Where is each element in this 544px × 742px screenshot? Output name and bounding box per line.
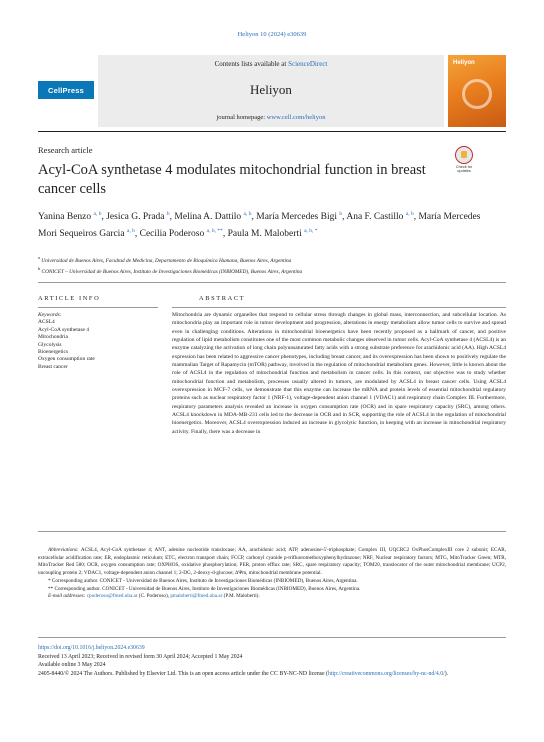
footnote-divider — [38, 531, 506, 532]
journal-masthead — [38, 55, 506, 127]
keyword: ACSL4 — [38, 319, 55, 326]
affiliation-label: b — [38, 265, 41, 271]
author-name: María Mercedes Mori Sequeiros Garcia — [38, 212, 481, 240]
header-divider — [38, 131, 506, 132]
author-separator: , — [222, 229, 228, 240]
author-separator: , — [342, 212, 347, 223]
email-owner: (C. Poderoso), — [137, 593, 171, 600]
author-separator: , — [413, 212, 419, 223]
journal-cover-image[interactable] — [448, 55, 506, 127]
author-separator: , — [251, 212, 257, 223]
contents-line — [98, 60, 444, 68]
homepage-link[interactable]: www.cell.com/heliyon — [266, 114, 326, 121]
abstract-heading: ABSTRACT — [199, 295, 246, 302]
author-affiliation-marker: a, b, * — [304, 228, 318, 235]
journal-citation[interactable]: Heliyon 10 (2024) e30639 — [237, 31, 307, 38]
email-link[interactable]: pmaloberti@fmed.uba.ar — [170, 593, 223, 600]
affiliation-text: CONICET – Universidad de Buenos Aires, Instituto de Investigaciones Biomédicas (INBIOMED), Buenos Aires, Argentina — [41, 268, 303, 275]
author-name: María Mercedes Bigi — [256, 212, 337, 223]
keyword: Bioenergetics — [38, 349, 69, 356]
author-affiliation-marker: a, b, ** — [206, 228, 223, 235]
article-type: Research article — [38, 145, 93, 155]
author-name: Cecilia Poderoso — [139, 229, 205, 240]
article-info-rule — [38, 307, 158, 308]
cover-art — [462, 79, 492, 109]
author-name: Melina A. Dattilo — [174, 212, 242, 223]
keyword: Mitochondria — [38, 334, 68, 341]
author[interactable] — [106, 212, 174, 222]
author-separator: , — [134, 229, 140, 240]
corresponding-author-1: * Corresponding author. CONICET - Universidad de Buenos Aires, Instituto de Investigaciones Biomédicas (INBIOMED), Buenos Aires, Argentina. — [48, 577, 358, 584]
sciencedirect-link[interactable]: ScienceDirect — [288, 60, 328, 68]
publication-info — [38, 644, 506, 679]
author-separator: , — [101, 212, 107, 223]
journal-name: Heliyon — [250, 82, 292, 97]
check-updates-icon — [455, 146, 473, 164]
author-name: Paula M. Maloberti — [227, 229, 302, 240]
author-name: Yanina Benzo — [38, 212, 92, 223]
author[interactable] — [140, 229, 228, 239]
author-name: Ana F. Castillo — [346, 212, 404, 223]
section-divider — [38, 282, 506, 283]
contents-prefix: Contents lists available at — [214, 60, 289, 68]
keyword: Acyl-CoA synthetase 4 — [38, 326, 90, 333]
author-list — [38, 207, 498, 241]
cellpress-logo[interactable] — [38, 81, 94, 99]
email-link[interactable]: cpoderoso@fmed.uba.ar — [86, 593, 138, 600]
check-for-updates-button[interactable] — [451, 146, 477, 176]
author-affiliation-marker: b — [166, 211, 170, 217]
affiliation-b — [38, 265, 498, 276]
article-info-heading: ARTICLE INFO — [38, 295, 101, 302]
keyword: Glycolysis — [38, 341, 62, 348]
abbreviations-text: ACSL4, Acyl-CoA synthetase 4; ANT, adenine nucleotide translocase; AA, arachidonic acid; ATP, adenosine-5'-triphosphate; Complex III, UQCRC2 OxPhosComplexIII core 2 subunit; ECAR, extracellular acidification rate; ER, endoplasmic reticulum; ETC, electron transport chain; FCCP, carbonyl cyanide p-trifluoromethoxyphenylhydrazone; NRF, Nuclear respiratory factors; MTG, MitoTracker Green; MTR, MitoTracker Red 580; OCR, oxygen consumption rate; OXPHOS, oxidative phosphorylation; PER, proton efflux rate; SRC, spare respiratory capacity; TOM20, translocator of the outer mitochondrial membrane; UCP2, uncoupling protein 2; VDAC1, voltage-dependent anion channel 1; 2-DG, 2-deoxy-d-glucose; ΔΨm, mitochondrial membrane potential. — [38, 547, 506, 577]
author[interactable] — [346, 212, 418, 222]
author-affiliation-marker: a, b — [126, 228, 135, 235]
email-addresses — [38, 593, 506, 601]
author-affiliation-marker: a, b — [243, 211, 252, 217]
corresponding-author-2: ** Corresponding author. CONICET - Universidad de Buenos Aires, Instituto de Investigaciones Biomédicas (INBIOMED), Buenos Aires, Argentina. — [48, 585, 361, 592]
affiliations — [38, 254, 498, 276]
keyword: Breast cancer — [38, 363, 68, 370]
doi-link[interactable]: https://doi.org/10.1016/j.heliyon.2024.e30639 — [38, 645, 145, 651]
abstract-rule — [172, 307, 506, 308]
abstract-text: Mitochondria are dynamic organelles that respond to cellular stress through changes in global mass, interconnection, and subcellular location. As mitochondria play an important role in tumor development and progression, alterations in energy metabolism allow tumor cells to survive and spread even in challenging conditions. Alterations in mitochondrial bioenergetics have been recently proposed as a hallmark of cancer, and positive regulation of lipid metabolism constitutes one of the most common metabolic changes observed in tumor cells. Acyl-CoA synthetase 4 (ACSL4) is an enzyme catalyzing the activation of long chain polyunsaturated fatty acids with a strong substrate preference for arachidonic acid (AA). High ACSL4 expression has been related to aggressive cancer phenotypes, including breast cancer, and its overexpression has been shown to positively regulate the mammalian Target of Rapamycin (mTOR) pathway, involved in the regulation of mitochondrial metabolism genes. However, little is known about the role of ACSL4 in the regulation of mitochondrial function and metabolism in cancer cells. In this context, our objective was to study whether mitochondrial function and metabolism, processes usually altered in tumors, are modulated by ACSL4 in breast cancer cells. Using ACSL4 overexpression in MCF-7 cells, we demonstrate that this enzyme can increase the mRNA and protein levels of essential mitochondrial regulatory proteins such as nuclear respiratory factor 1 (NRF-1), voltage-dependent anion channel 1 (VDAC1) and respiratory chain Complex III. Furthermore, respiratory parameters analysis revealed an increase in oxygen consumption rate (OCR) and in spare respiratory capacity (SRC), among others. ACSL4 knockdown in MDA-MB-231 cells led to the decrease in OCR and in SCR, supporting the role of ACSL4 in the regulation of mitochondrial bioenergetics. Moreover, ACSL4 overexpression induced an increase in glycolytic function, in keeping with an increase in mitochondrial respiratory activity. Finally, there was a decrease in — [172, 312, 506, 435]
keyword: Oxygen consumption rate — [38, 356, 95, 363]
article-title: Acyl-CoA synthetase 4 modulates mitochondrial function in breast cancer cells — [38, 162, 426, 197]
check-updates-label: Check for updates — [455, 165, 473, 174]
footnotes — [38, 547, 506, 601]
license-text: 2405-8440/© 2024 The Authors. Published by Elsevier Ltd. This is an open access article under the CC BY-NC-ND license ( — [38, 671, 328, 678]
author-name: Jesica G. Prada — [106, 212, 165, 223]
author[interactable] — [38, 212, 106, 222]
pubinfo-divider — [38, 637, 506, 638]
cellpress-logo-text: CellPress — [48, 85, 84, 95]
email-owner: (P.M. Maloberti). — [222, 593, 260, 600]
author-affiliation-marker: a, b — [405, 211, 414, 217]
author[interactable] — [174, 212, 256, 222]
affiliation-label: a — [38, 255, 40, 260]
cover-title: Heliyon — [453, 60, 475, 66]
received-dates: Received 13 April 2023; Received in revised form 30 April 2024; Accepted 1 May 2024 — [38, 653, 243, 660]
author-affiliation-marker: b — [339, 211, 343, 217]
keywords-block — [38, 312, 158, 371]
author[interactable] — [256, 212, 346, 222]
homepage-prefix: journal homepage: — [216, 114, 267, 121]
license-link[interactable]: http://creativecommons.org/licenses/by-nc-nd/4.0/ — [327, 671, 445, 678]
affiliation-a — [38, 254, 498, 265]
available-online: Available online 3 May 2024 — [38, 662, 106, 669]
abbreviations — [38, 547, 506, 578]
affiliation-text: Universidad de Buenos Aires, Facultad de Medicina, Departamento de Bioquímica Humana, Buenos Aires, Argentina — [41, 257, 292, 264]
license-statement — [38, 670, 506, 679]
abbreviations-label: Abbreviations: — [48, 547, 79, 553]
author-affiliation-marker: a, b — [93, 211, 102, 217]
email-label: E-mail addresses: — [48, 593, 86, 600]
author-separator: , — [169, 212, 175, 223]
license-close: ). — [444, 671, 449, 678]
author[interactable] — [228, 229, 318, 239]
homepage-line — [98, 114, 444, 121]
keywords-heading: Keywords: — [38, 312, 62, 318]
